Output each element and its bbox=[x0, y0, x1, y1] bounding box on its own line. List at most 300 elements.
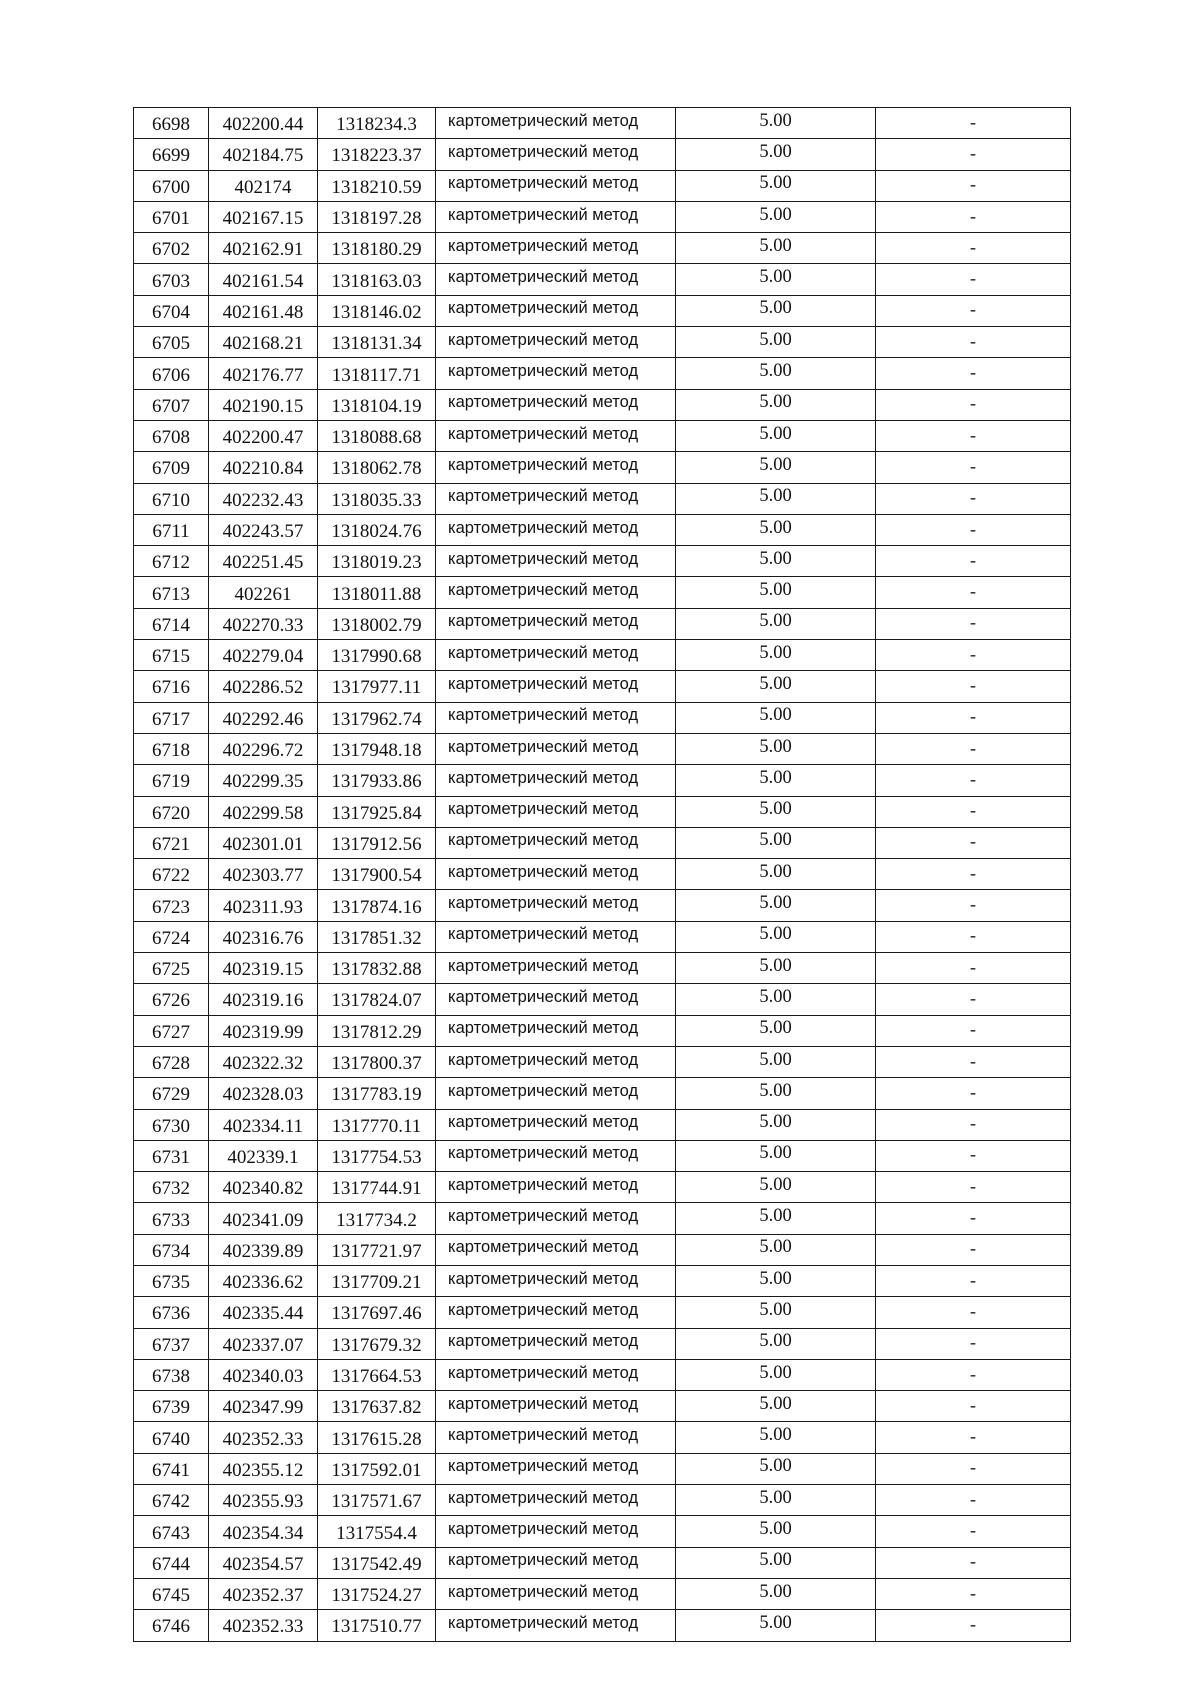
accuracy-cell: 5.00 bbox=[676, 327, 876, 358]
note-cell: - bbox=[876, 170, 1071, 201]
y-coordinate-cell: 1318002.79 bbox=[318, 608, 436, 639]
table-row bbox=[134, 1265, 1071, 1296]
point-number-cell: 6736 bbox=[134, 1297, 209, 1328]
point-number-cell: 6739 bbox=[134, 1391, 209, 1422]
accuracy-cell: 5.00 bbox=[676, 170, 876, 201]
point-number-cell: 6730 bbox=[134, 1109, 209, 1140]
point-number-cell: 6717 bbox=[134, 702, 209, 733]
point-number-cell: 6698 bbox=[134, 108, 209, 139]
y-coordinate-cell: 1317697.46 bbox=[318, 1297, 436, 1328]
point-number-cell: 6716 bbox=[134, 671, 209, 702]
y-coordinate-cell: 1317524.27 bbox=[318, 1578, 436, 1609]
table-row bbox=[134, 1140, 1071, 1171]
x-coordinate-cell: 402292.46 bbox=[209, 702, 318, 733]
point-number-cell: 6699 bbox=[134, 139, 209, 170]
x-coordinate-cell: 402301.01 bbox=[209, 827, 318, 858]
point-number-cell: 6709 bbox=[134, 452, 209, 483]
y-coordinate-cell: 1317783.19 bbox=[318, 1078, 436, 1109]
y-coordinate-cell: 1318104.19 bbox=[318, 389, 436, 420]
accuracy-cell: 5.00 bbox=[676, 733, 876, 764]
point-number-cell: 6741 bbox=[134, 1453, 209, 1484]
table-row bbox=[134, 1453, 1071, 1484]
point-number-cell: 6745 bbox=[134, 1578, 209, 1609]
point-number-cell: 6725 bbox=[134, 953, 209, 984]
note-cell: - bbox=[876, 1359, 1071, 1390]
note-cell: - bbox=[876, 859, 1071, 890]
table-row bbox=[134, 420, 1071, 451]
method-cell: картометрический метод bbox=[436, 514, 676, 545]
y-coordinate-cell: 1318210.59 bbox=[318, 170, 436, 201]
accuracy-cell: 5.00 bbox=[676, 1015, 876, 1046]
note-cell: - bbox=[876, 139, 1071, 170]
note-cell: - bbox=[876, 1203, 1071, 1234]
x-coordinate-cell: 402355.12 bbox=[209, 1453, 318, 1484]
table-row bbox=[134, 327, 1071, 358]
table-row bbox=[134, 608, 1071, 639]
table-row bbox=[134, 765, 1071, 796]
note-cell: - bbox=[876, 1328, 1071, 1359]
method-cell: картометрический метод bbox=[436, 1610, 676, 1641]
point-number-cell: 6732 bbox=[134, 1172, 209, 1203]
x-coordinate-cell: 402336.62 bbox=[209, 1265, 318, 1296]
accuracy-cell: 5.00 bbox=[676, 108, 876, 139]
point-number-cell: 6720 bbox=[134, 796, 209, 827]
accuracy-cell: 5.00 bbox=[676, 1328, 876, 1359]
point-number-cell: 6744 bbox=[134, 1547, 209, 1578]
note-cell: - bbox=[876, 546, 1071, 577]
y-coordinate-cell: 1317637.82 bbox=[318, 1391, 436, 1422]
note-cell: - bbox=[876, 1078, 1071, 1109]
accuracy-cell: 5.00 bbox=[676, 139, 876, 170]
accuracy-cell: 5.00 bbox=[676, 1234, 876, 1265]
method-cell: картометрический метод bbox=[436, 1547, 676, 1578]
note-cell: - bbox=[876, 1485, 1071, 1516]
note-cell: - bbox=[876, 921, 1071, 952]
table-row bbox=[134, 201, 1071, 232]
note-cell: - bbox=[876, 1172, 1071, 1203]
method-cell: картометрический метод bbox=[436, 264, 676, 295]
accuracy-cell: 5.00 bbox=[676, 859, 876, 890]
method-cell: картометрический метод bbox=[436, 546, 676, 577]
y-coordinate-cell: 1317933.86 bbox=[318, 765, 436, 796]
y-coordinate-cell: 1317734.2 bbox=[318, 1203, 436, 1234]
point-number-cell: 6740 bbox=[134, 1422, 209, 1453]
table-row bbox=[134, 1516, 1071, 1547]
point-number-cell: 6728 bbox=[134, 1046, 209, 1077]
accuracy-cell: 5.00 bbox=[676, 1297, 876, 1328]
y-coordinate-cell: 1317754.53 bbox=[318, 1140, 436, 1171]
accuracy-cell: 5.00 bbox=[676, 1046, 876, 1077]
method-cell: картометрический метод bbox=[436, 1078, 676, 1109]
method-cell: картометрический метод bbox=[436, 733, 676, 764]
note-cell: - bbox=[876, 1391, 1071, 1422]
x-coordinate-cell: 402161.48 bbox=[209, 295, 318, 326]
accuracy-cell: 5.00 bbox=[676, 765, 876, 796]
accuracy-cell: 5.00 bbox=[676, 295, 876, 326]
method-cell: картометрический метод bbox=[436, 452, 676, 483]
table-row bbox=[134, 1578, 1071, 1609]
note-cell: - bbox=[876, 1140, 1071, 1171]
table-row bbox=[134, 1234, 1071, 1265]
x-coordinate-cell: 402303.77 bbox=[209, 859, 318, 890]
table-row bbox=[134, 452, 1071, 483]
point-number-cell: 6702 bbox=[134, 233, 209, 264]
note-cell: - bbox=[876, 733, 1071, 764]
accuracy-cell: 5.00 bbox=[676, 1359, 876, 1390]
point-number-cell: 6712 bbox=[134, 546, 209, 577]
x-coordinate-cell: 402322.32 bbox=[209, 1046, 318, 1077]
x-coordinate-cell: 402286.52 bbox=[209, 671, 318, 702]
accuracy-cell: 5.00 bbox=[676, 1453, 876, 1484]
x-coordinate-cell: 402354.34 bbox=[209, 1516, 318, 1547]
y-coordinate-cell: 1318019.23 bbox=[318, 546, 436, 577]
note-cell: - bbox=[876, 452, 1071, 483]
accuracy-cell: 5.00 bbox=[676, 1578, 876, 1609]
accuracy-cell: 5.00 bbox=[676, 1422, 876, 1453]
point-number-cell: 6700 bbox=[134, 170, 209, 201]
method-cell: картометрический метод bbox=[436, 1046, 676, 1077]
accuracy-cell: 5.00 bbox=[676, 1485, 876, 1516]
x-coordinate-cell: 402243.57 bbox=[209, 514, 318, 545]
point-number-cell: 6706 bbox=[134, 358, 209, 389]
method-cell: картометрический метод bbox=[436, 1391, 676, 1422]
table-row bbox=[134, 1391, 1071, 1422]
y-coordinate-cell: 1318131.34 bbox=[318, 327, 436, 358]
note-cell: - bbox=[876, 1297, 1071, 1328]
method-cell: картометрический метод bbox=[436, 139, 676, 170]
table-row bbox=[134, 859, 1071, 890]
method-cell: картометрический метод bbox=[436, 1453, 676, 1484]
x-coordinate-cell: 402352.37 bbox=[209, 1578, 318, 1609]
note-cell: - bbox=[876, 608, 1071, 639]
y-coordinate-cell: 1317874.16 bbox=[318, 890, 436, 921]
accuracy-cell: 5.00 bbox=[676, 546, 876, 577]
note-cell: - bbox=[876, 827, 1071, 858]
accuracy-cell: 5.00 bbox=[676, 452, 876, 483]
note-cell: - bbox=[876, 640, 1071, 671]
accuracy-cell: 5.00 bbox=[676, 984, 876, 1015]
point-number-cell: 6704 bbox=[134, 295, 209, 326]
y-coordinate-cell: 1317832.88 bbox=[318, 953, 436, 984]
method-cell: картометрический метод bbox=[436, 577, 676, 608]
table-row bbox=[134, 1046, 1071, 1077]
accuracy-cell: 5.00 bbox=[676, 201, 876, 232]
x-coordinate-cell: 402174 bbox=[209, 170, 318, 201]
table-row bbox=[134, 1485, 1071, 1516]
accuracy-cell: 5.00 bbox=[676, 264, 876, 295]
x-coordinate-cell: 402299.35 bbox=[209, 765, 318, 796]
accuracy-cell: 5.00 bbox=[676, 1610, 876, 1641]
point-number-cell: 6724 bbox=[134, 921, 209, 952]
method-cell: картометрический метод bbox=[436, 765, 676, 796]
x-coordinate-cell: 402190.15 bbox=[209, 389, 318, 420]
point-number-cell: 6708 bbox=[134, 420, 209, 451]
table-row bbox=[134, 514, 1071, 545]
accuracy-cell: 5.00 bbox=[676, 1391, 876, 1422]
y-coordinate-cell: 1318234.3 bbox=[318, 108, 436, 139]
point-number-cell: 6710 bbox=[134, 483, 209, 514]
table-row bbox=[134, 984, 1071, 1015]
x-coordinate-cell: 402334.11 bbox=[209, 1109, 318, 1140]
accuracy-cell: 5.00 bbox=[676, 389, 876, 420]
y-coordinate-cell: 1317948.18 bbox=[318, 733, 436, 764]
accuracy-cell: 5.00 bbox=[676, 1172, 876, 1203]
point-number-cell: 6746 bbox=[134, 1610, 209, 1641]
point-number-cell: 6714 bbox=[134, 608, 209, 639]
table-row bbox=[134, 483, 1071, 514]
table-row bbox=[134, 233, 1071, 264]
accuracy-cell: 5.00 bbox=[676, 640, 876, 671]
method-cell: картометрический метод bbox=[436, 1516, 676, 1547]
table-row bbox=[134, 1109, 1071, 1140]
table-row bbox=[134, 1015, 1071, 1046]
y-coordinate-cell: 1317770.11 bbox=[318, 1109, 436, 1140]
y-coordinate-cell: 1318062.78 bbox=[318, 452, 436, 483]
accuracy-cell: 5.00 bbox=[676, 420, 876, 451]
x-coordinate-cell: 402352.33 bbox=[209, 1610, 318, 1641]
table-row bbox=[134, 546, 1071, 577]
note-cell: - bbox=[876, 671, 1071, 702]
method-cell: картометрический метод bbox=[436, 1140, 676, 1171]
accuracy-cell: 5.00 bbox=[676, 1516, 876, 1547]
method-cell: картометрический метод bbox=[436, 108, 676, 139]
y-coordinate-cell: 1318197.28 bbox=[318, 201, 436, 232]
y-coordinate-cell: 1317679.32 bbox=[318, 1328, 436, 1359]
note-cell: - bbox=[876, 702, 1071, 733]
note-cell: - bbox=[876, 953, 1071, 984]
method-cell: картометрический метод bbox=[436, 827, 676, 858]
y-coordinate-cell: 1318035.33 bbox=[318, 483, 436, 514]
y-coordinate-cell: 1317664.53 bbox=[318, 1359, 436, 1390]
x-coordinate-cell: 402340.82 bbox=[209, 1172, 318, 1203]
y-coordinate-cell: 1317912.56 bbox=[318, 827, 436, 858]
note-cell: - bbox=[876, 1516, 1071, 1547]
point-number-cell: 6742 bbox=[134, 1485, 209, 1516]
accuracy-cell: 5.00 bbox=[676, 483, 876, 514]
method-cell: картометрический метод bbox=[436, 1328, 676, 1359]
table-row bbox=[134, 1172, 1071, 1203]
note-cell: - bbox=[876, 1610, 1071, 1641]
point-number-cell: 6721 bbox=[134, 827, 209, 858]
method-cell: картометрический метод bbox=[436, 420, 676, 451]
note-cell: - bbox=[876, 358, 1071, 389]
note-cell: - bbox=[876, 577, 1071, 608]
table-row bbox=[134, 1328, 1071, 1359]
accuracy-cell: 5.00 bbox=[676, 890, 876, 921]
point-number-cell: 6738 bbox=[134, 1359, 209, 1390]
y-coordinate-cell: 1317615.28 bbox=[318, 1422, 436, 1453]
method-cell: картометрический метод bbox=[436, 358, 676, 389]
point-number-cell: 6735 bbox=[134, 1265, 209, 1296]
x-coordinate-cell: 402339.89 bbox=[209, 1234, 318, 1265]
note-cell: - bbox=[876, 1453, 1071, 1484]
method-cell: картометрический метод bbox=[436, 890, 676, 921]
x-coordinate-cell: 402319.99 bbox=[209, 1015, 318, 1046]
note-cell: - bbox=[876, 796, 1071, 827]
x-coordinate-cell: 402347.99 bbox=[209, 1391, 318, 1422]
accuracy-cell: 5.00 bbox=[676, 702, 876, 733]
note-cell: - bbox=[876, 201, 1071, 232]
y-coordinate-cell: 1318163.03 bbox=[318, 264, 436, 295]
note-cell: - bbox=[876, 1046, 1071, 1077]
table-row bbox=[134, 139, 1071, 170]
accuracy-cell: 5.00 bbox=[676, 1140, 876, 1171]
accuracy-cell: 5.00 bbox=[676, 358, 876, 389]
x-coordinate-cell: 402162.91 bbox=[209, 233, 318, 264]
note-cell: - bbox=[876, 890, 1071, 921]
note-cell: - bbox=[876, 295, 1071, 326]
y-coordinate-cell: 1317800.37 bbox=[318, 1046, 436, 1077]
method-cell: картометрический метод bbox=[436, 1015, 676, 1046]
x-coordinate-cell: 402167.15 bbox=[209, 201, 318, 232]
x-coordinate-cell: 402316.76 bbox=[209, 921, 318, 952]
accuracy-cell: 5.00 bbox=[676, 233, 876, 264]
method-cell: картометрический метод bbox=[436, 1359, 676, 1390]
method-cell: картометрический метод bbox=[436, 295, 676, 326]
method-cell: картометрический метод bbox=[436, 327, 676, 358]
x-coordinate-cell: 402184.75 bbox=[209, 139, 318, 170]
x-coordinate-cell: 402311.93 bbox=[209, 890, 318, 921]
accuracy-cell: 5.00 bbox=[676, 1547, 876, 1578]
method-cell: картометрический метод bbox=[436, 1203, 676, 1234]
y-coordinate-cell: 1317592.01 bbox=[318, 1453, 436, 1484]
accuracy-cell: 5.00 bbox=[676, 953, 876, 984]
x-coordinate-cell: 402176.77 bbox=[209, 358, 318, 389]
accuracy-cell: 5.00 bbox=[676, 796, 876, 827]
x-coordinate-cell: 402210.84 bbox=[209, 452, 318, 483]
point-number-cell: 6705 bbox=[134, 327, 209, 358]
note-cell: - bbox=[876, 327, 1071, 358]
point-number-cell: 6727 bbox=[134, 1015, 209, 1046]
table-row bbox=[134, 1422, 1071, 1453]
method-cell: картометрический метод bbox=[436, 233, 676, 264]
method-cell: картометрический метод bbox=[436, 1422, 676, 1453]
x-coordinate-cell: 402319.15 bbox=[209, 953, 318, 984]
method-cell: картометрический метод bbox=[436, 201, 676, 232]
table-row bbox=[134, 577, 1071, 608]
y-coordinate-cell: 1317744.91 bbox=[318, 1172, 436, 1203]
point-number-cell: 6733 bbox=[134, 1203, 209, 1234]
y-coordinate-cell: 1318146.02 bbox=[318, 295, 436, 326]
y-coordinate-cell: 1318117.71 bbox=[318, 358, 436, 389]
y-coordinate-cell: 1317542.49 bbox=[318, 1547, 436, 1578]
coordinates-table bbox=[133, 107, 1071, 1642]
x-coordinate-cell: 402279.04 bbox=[209, 640, 318, 671]
method-cell: картометрический метод bbox=[436, 702, 676, 733]
note-cell: - bbox=[876, 1234, 1071, 1265]
table-row bbox=[134, 1610, 1071, 1641]
method-cell: картометрический метод bbox=[436, 921, 676, 952]
note-cell: - bbox=[876, 514, 1071, 545]
y-coordinate-cell: 1318011.88 bbox=[318, 577, 436, 608]
x-coordinate-cell: 402296.72 bbox=[209, 733, 318, 764]
method-cell: картометрический метод bbox=[436, 859, 676, 890]
x-coordinate-cell: 402354.57 bbox=[209, 1547, 318, 1578]
note-cell: - bbox=[876, 483, 1071, 514]
note-cell: - bbox=[876, 1015, 1071, 1046]
point-number-cell: 6737 bbox=[134, 1328, 209, 1359]
table-row bbox=[134, 108, 1071, 139]
note-cell: - bbox=[876, 984, 1071, 1015]
point-number-cell: 6707 bbox=[134, 389, 209, 420]
note-cell: - bbox=[876, 264, 1071, 295]
method-cell: картометрический метод bbox=[436, 640, 676, 671]
table-row bbox=[134, 264, 1071, 295]
method-cell: картометрический метод bbox=[436, 796, 676, 827]
note-cell: - bbox=[876, 1265, 1071, 1296]
accuracy-cell: 5.00 bbox=[676, 921, 876, 952]
y-coordinate-cell: 1317709.21 bbox=[318, 1265, 436, 1296]
accuracy-cell: 5.00 bbox=[676, 1203, 876, 1234]
y-coordinate-cell: 1317990.68 bbox=[318, 640, 436, 671]
note-cell: - bbox=[876, 765, 1071, 796]
method-cell: картометрический метод bbox=[436, 984, 676, 1015]
point-number-cell: 6703 bbox=[134, 264, 209, 295]
note-cell: - bbox=[876, 108, 1071, 139]
table-row bbox=[134, 640, 1071, 671]
point-number-cell: 6718 bbox=[134, 733, 209, 764]
x-coordinate-cell: 402299.58 bbox=[209, 796, 318, 827]
note-cell: - bbox=[876, 233, 1071, 264]
method-cell: картометрический метод bbox=[436, 1297, 676, 1328]
x-coordinate-cell: 402270.33 bbox=[209, 608, 318, 639]
method-cell: картометрический метод bbox=[436, 1109, 676, 1140]
table-row bbox=[134, 1203, 1071, 1234]
table-row bbox=[134, 671, 1071, 702]
coordinates-table-body bbox=[134, 108, 1071, 1642]
point-number-cell: 6713 bbox=[134, 577, 209, 608]
table-row bbox=[134, 1078, 1071, 1109]
table-row bbox=[134, 796, 1071, 827]
method-cell: картометрический метод bbox=[436, 608, 676, 639]
y-coordinate-cell: 1318223.37 bbox=[318, 139, 436, 170]
y-coordinate-cell: 1317977.11 bbox=[318, 671, 436, 702]
method-cell: картометрический метод bbox=[436, 1234, 676, 1265]
x-coordinate-cell: 402200.44 bbox=[209, 108, 318, 139]
y-coordinate-cell: 1317554.4 bbox=[318, 1516, 436, 1547]
x-coordinate-cell: 402200.47 bbox=[209, 420, 318, 451]
point-number-cell: 6719 bbox=[134, 765, 209, 796]
x-coordinate-cell: 402341.09 bbox=[209, 1203, 318, 1234]
point-number-cell: 6731 bbox=[134, 1140, 209, 1171]
note-cell: - bbox=[876, 1578, 1071, 1609]
table-row bbox=[134, 890, 1071, 921]
table-row bbox=[134, 1359, 1071, 1390]
table-row bbox=[134, 1297, 1071, 1328]
table-row bbox=[134, 827, 1071, 858]
note-cell: - bbox=[876, 1422, 1071, 1453]
method-cell: картометрический метод bbox=[436, 953, 676, 984]
x-coordinate-cell: 402339.1 bbox=[209, 1140, 318, 1171]
y-coordinate-cell: 1317925.84 bbox=[318, 796, 436, 827]
point-number-cell: 6715 bbox=[134, 640, 209, 671]
accuracy-cell: 5.00 bbox=[676, 1109, 876, 1140]
method-cell: картометрический метод bbox=[436, 389, 676, 420]
point-number-cell: 6726 bbox=[134, 984, 209, 1015]
accuracy-cell: 5.00 bbox=[676, 577, 876, 608]
table-row bbox=[134, 702, 1071, 733]
y-coordinate-cell: 1317510.77 bbox=[318, 1610, 436, 1641]
point-number-cell: 6734 bbox=[134, 1234, 209, 1265]
x-coordinate-cell: 402161.54 bbox=[209, 264, 318, 295]
y-coordinate-cell: 1318024.76 bbox=[318, 514, 436, 545]
method-cell: картометрический метод bbox=[436, 1578, 676, 1609]
x-coordinate-cell: 402168.21 bbox=[209, 327, 318, 358]
y-coordinate-cell: 1317851.32 bbox=[318, 921, 436, 952]
point-number-cell: 6729 bbox=[134, 1078, 209, 1109]
accuracy-cell: 5.00 bbox=[676, 1265, 876, 1296]
x-coordinate-cell: 402319.16 bbox=[209, 984, 318, 1015]
